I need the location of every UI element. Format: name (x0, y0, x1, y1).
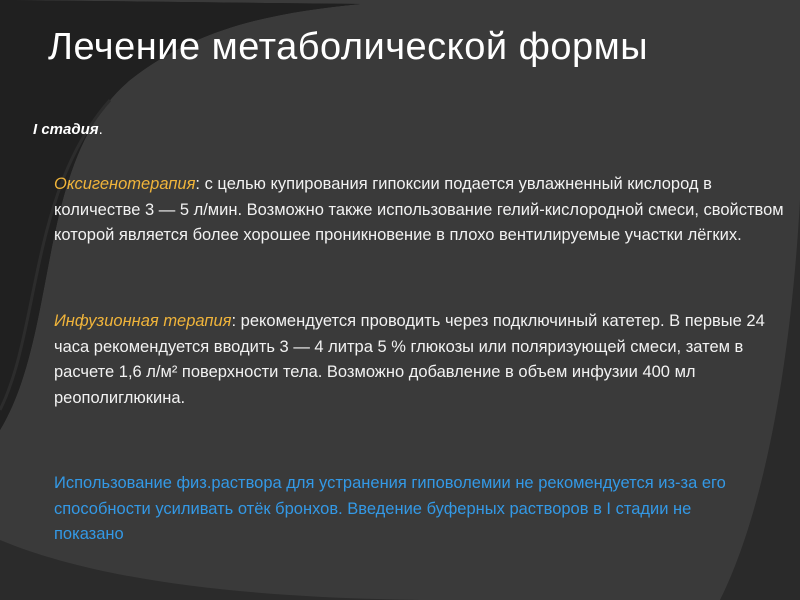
saline-note-paragraph (54, 471, 744, 548)
oxygen-therapy-text: : с целью купирования гипоксии подается увлажненный кислород в количестве 3 — 5 л/мин. Возможно также использование гелий-кислородной смеси, свойством которой является более хорошее проникновение в плохо вентилируемые участки лёгких. (54, 175, 784, 244)
infusion-therapy-text: : рекомендуется проводить через подключиный катетер. В первые 24 часа рекомендуется вводить 3 — 4 литра 5 % глюкозы или поляризующей смеси, затем в расчете 1,6 л/м² поверхности тела. Возможно добавление в объем инфузии 400 мл реополиглюкина. (54, 312, 765, 407)
slide-title: Лечение метаболической формы (48, 26, 649, 68)
saline-note-text: Использование физ.раствора для устранения гиповолемии не рекомендуется из-за его способности усиливать отёк бронхов. Введение буферных растворов в I стадии не показано (54, 474, 726, 543)
stage-heading (33, 121, 103, 138)
stage-name: I стадия (33, 121, 99, 138)
stage-suffix: . (98, 121, 103, 138)
infusion-therapy-paragraph (54, 309, 784, 411)
oxygen-therapy-paragraph (54, 172, 784, 249)
oxygen-therapy-term: Оксигенотерапия (54, 175, 196, 193)
infusion-therapy-term: Инфузионная терапия (54, 312, 232, 330)
